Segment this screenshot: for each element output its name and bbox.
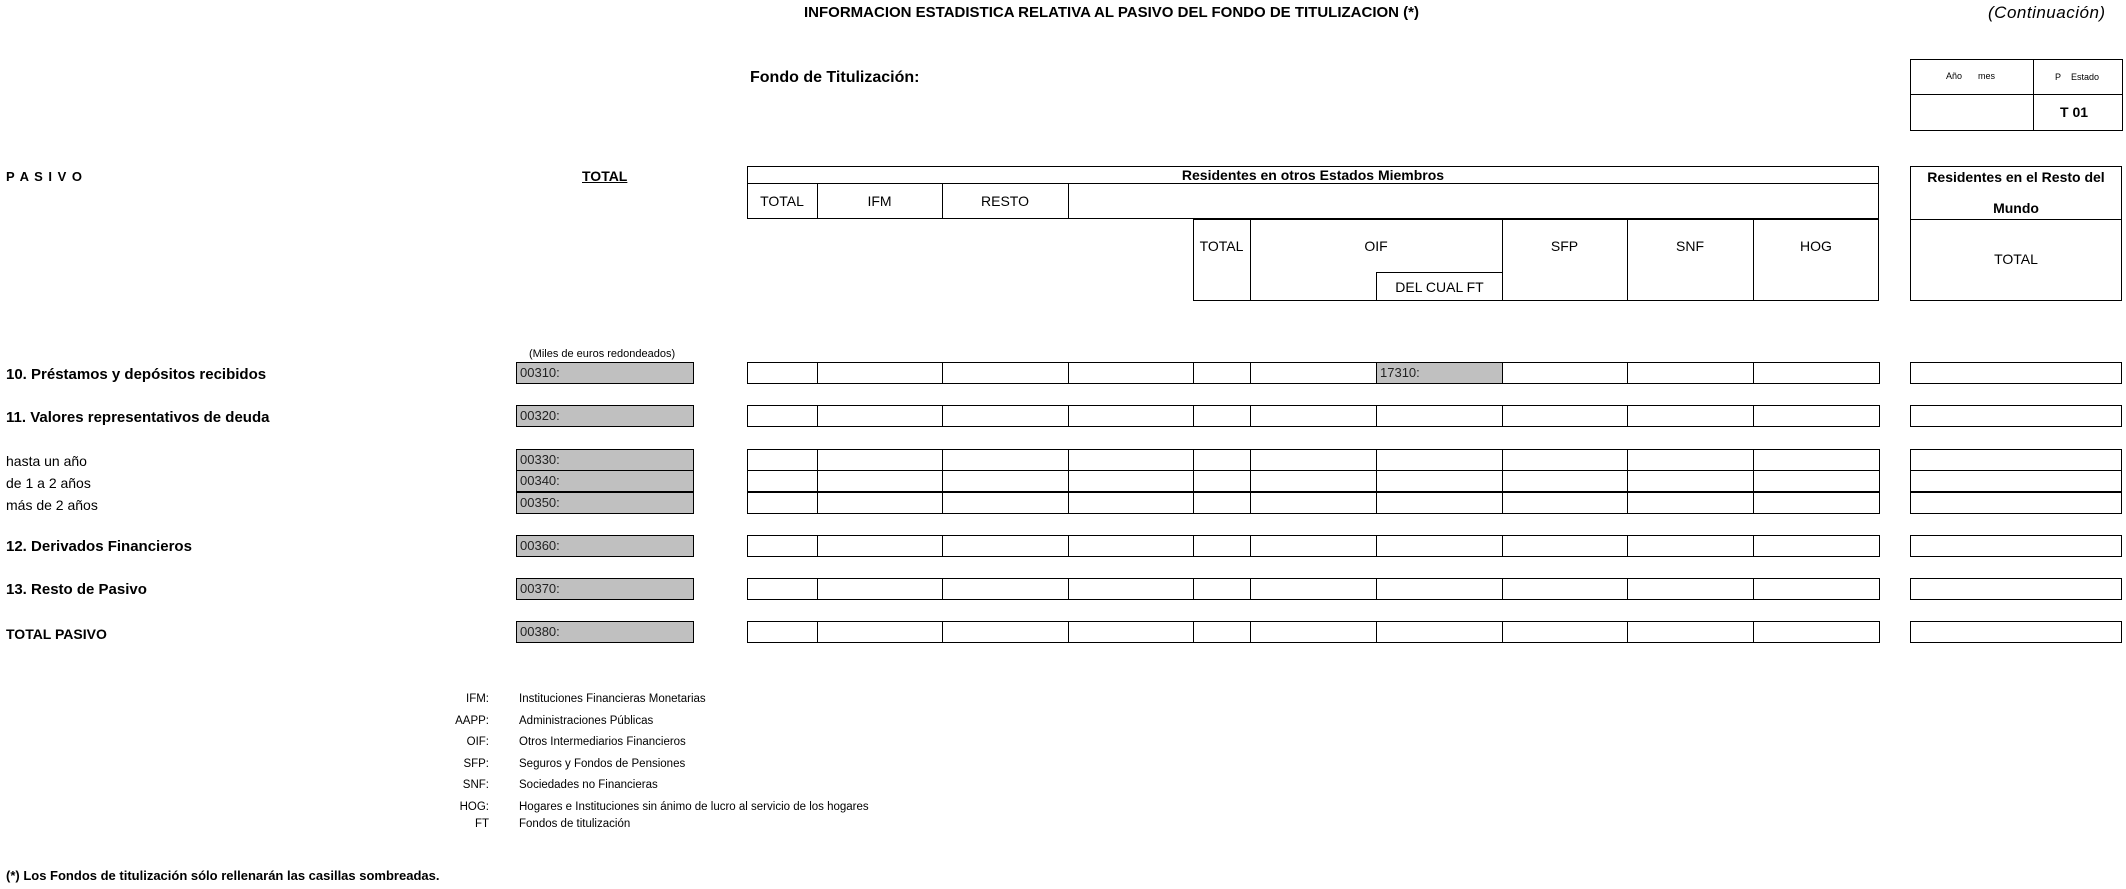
data-cell[interactable]	[1193, 449, 1251, 471]
world-total-cell[interactable]	[1910, 492, 2122, 514]
footnote: (*) Los Fondos de titulización sólo rellenarán las casillas sombreadas.	[6, 868, 440, 883]
resto-total-header: TOTAL	[1199, 238, 1244, 254]
year-label: Año	[1946, 71, 1963, 81]
legend-text: Fondos de titulización	[519, 818, 631, 830]
data-cell[interactable]	[942, 492, 1069, 514]
data-cell[interactable]	[1250, 449, 1377, 471]
data-cell[interactable]	[1193, 362, 1251, 384]
data-cell[interactable]	[747, 578, 818, 600]
data-cell[interactable]	[817, 578, 943, 600]
legend-code: AAPP:	[455, 715, 489, 727]
data-cell[interactable]	[1753, 535, 1880, 557]
legend-code: FT	[474, 818, 489, 830]
state-value: T 01	[2060, 104, 2089, 120]
field-00310[interactable]: 00310:	[516, 362, 694, 384]
data-cell[interactable]	[1250, 578, 1377, 600]
data-cell[interactable]	[942, 449, 1069, 471]
data-cell[interactable]	[942, 621, 1069, 643]
data-cell[interactable]	[817, 362, 943, 384]
data-cell[interactable]	[942, 535, 1069, 557]
field-00330[interactable]: 00330:	[516, 449, 694, 471]
row-label-13: 13. Resto de Pasivo	[6, 581, 147, 598]
continuation-label: (Continuación)	[1988, 3, 2106, 22]
legend-text: Hogares e Instituciones sin ánimo de lucro al servicio de los hogares	[519, 801, 869, 813]
world-residents-title-2: Mundo	[1993, 200, 2039, 216]
legend-code: SNF:	[462, 779, 489, 791]
data-cell[interactable]	[747, 621, 818, 643]
data-cell[interactable]	[1376, 621, 1503, 643]
data-cell[interactable]	[1193, 578, 1251, 600]
world-total-cell[interactable]	[1910, 449, 2122, 471]
data-cell[interactable]	[1250, 470, 1377, 492]
id-box	[1910, 59, 2123, 131]
section-label: P A S I V O	[6, 169, 83, 184]
snf-header: SNF	[1676, 238, 1704, 254]
row-label-de-1-a-2: de 1 a 2 años	[6, 475, 91, 491]
ifm-header: IFM	[867, 193, 892, 209]
row-label-mas-de-2: más de 2 años	[6, 497, 98, 513]
data-cell[interactable]	[1250, 492, 1377, 514]
data-cell[interactable]	[1068, 405, 1194, 427]
data-cell[interactable]	[1376, 535, 1503, 557]
data-cell[interactable]	[747, 470, 818, 492]
field-00370[interactable]: 00370:	[516, 578, 694, 600]
legend-code: SFP:	[463, 758, 489, 770]
world-total-cell[interactable]	[1910, 578, 2122, 600]
data-cell[interactable]	[1627, 578, 1754, 600]
data-cell[interactable]	[1502, 535, 1628, 557]
world-total-cell[interactable]	[1910, 535, 2122, 557]
row-label-hasta-un-ano: hasta un año	[6, 453, 87, 469]
data-cell[interactable]	[1753, 621, 1880, 643]
data-cell[interactable]	[942, 405, 1069, 427]
hog-header: HOG	[1800, 238, 1832, 254]
legend-text: Administraciones Públicas	[519, 715, 654, 727]
data-cell[interactable]	[942, 578, 1069, 600]
field-00360[interactable]: 00360:	[516, 535, 694, 557]
units-note: (Miles de euros redondeados)	[529, 348, 676, 360]
data-cell[interactable]	[747, 492, 818, 514]
data-cell[interactable]	[1627, 449, 1754, 471]
data-cell[interactable]	[1068, 449, 1194, 471]
resto-subheader	[1193, 219, 1879, 301]
month-label: mes	[1978, 71, 1996, 81]
data-cell[interactable]	[1502, 470, 1628, 492]
data-cell[interactable]	[1193, 405, 1251, 427]
page-title: INFORMACION ESTADISTICA RELATIVA AL PASIVO DEL FONDO DE TITULIZACION (*)	[804, 4, 1419, 21]
world-total-header: TOTAL	[1994, 251, 2038, 267]
data-cell[interactable]	[1502, 492, 1628, 514]
eu-residents-title: Residentes en otros Estados Miembros	[1181, 167, 1445, 183]
legend-code: IFM:	[466, 693, 489, 705]
data-cell[interactable]	[1376, 470, 1503, 492]
field-00350[interactable]: 00350:	[516, 492, 694, 514]
data-cell[interactable]	[1193, 492, 1251, 514]
field-00380[interactable]: 00380:	[516, 621, 694, 643]
eu-total-header: TOTAL	[760, 193, 804, 209]
data-cell[interactable]	[747, 535, 818, 557]
data-cell[interactable]	[1753, 578, 1880, 600]
legend-code: OIF:	[466, 736, 489, 748]
data-cell[interactable]	[1376, 449, 1503, 471]
data-cell[interactable]	[1502, 578, 1628, 600]
total-heading: TOTAL	[582, 168, 628, 184]
data-cell[interactable]	[817, 492, 943, 514]
world-total-cell[interactable]	[1910, 621, 2122, 643]
data-cell[interactable]	[942, 362, 1069, 384]
world-residents-title-1: Residentes en el Resto del	[1927, 169, 2105, 185]
legend-text: Instituciones Financieras Monetarias	[519, 693, 706, 705]
legend-text: Seguros y Fondos de Pensiones	[519, 758, 686, 770]
data-cell[interactable]	[1193, 621, 1251, 643]
data-cell[interactable]	[1068, 578, 1194, 600]
data-cell[interactable]	[1250, 621, 1377, 643]
fund-label: Fondo de Titulización:	[750, 69, 920, 86]
data-cell[interactable]	[1627, 535, 1754, 557]
data-cell[interactable]	[817, 470, 943, 492]
row-label-10: 10. Préstamos y depósitos recibidos	[6, 366, 267, 383]
data-cell[interactable]	[1250, 535, 1377, 557]
data-cell[interactable]	[1753, 470, 1880, 492]
resto-header: RESTO	[981, 193, 1029, 209]
data-cell[interactable]	[1068, 492, 1194, 514]
data-cell[interactable]	[1753, 362, 1880, 384]
world-residents-header	[1910, 166, 2122, 301]
data-cell[interactable]	[1250, 362, 1377, 384]
data-cell[interactable]	[1193, 535, 1251, 557]
world-total-cell[interactable]	[1910, 470, 2122, 492]
data-cell[interactable]	[747, 405, 818, 427]
data-cell[interactable]	[1627, 362, 1754, 384]
field-00320[interactable]: 00320:	[516, 405, 694, 427]
p-label: P	[2055, 72, 2062, 82]
field-17310[interactable]: 17310:	[1376, 362, 1503, 384]
row-label-total-pasivo: TOTAL PASIVO	[6, 626, 107, 642]
data-cell[interactable]	[1376, 492, 1503, 514]
data-cell[interactable]	[1376, 578, 1503, 600]
data-cell[interactable]	[817, 535, 943, 557]
data-cell[interactable]	[1753, 449, 1880, 471]
data-cell[interactable]	[1627, 492, 1754, 514]
data-cell[interactable]	[1250, 405, 1377, 427]
legend-text: Otros Intermediarios Financieros	[519, 736, 686, 748]
legend-code: HOG:	[459, 801, 489, 813]
data-cell[interactable]	[1068, 470, 1194, 492]
data-cell[interactable]	[1627, 621, 1754, 643]
data-cell[interactable]	[817, 405, 943, 427]
del-cual-ft-header: DEL CUAL FT	[1395, 279, 1484, 295]
sfp-header: SFP	[1550, 238, 1579, 254]
data-cell[interactable]	[942, 470, 1069, 492]
data-cell[interactable]	[1068, 535, 1194, 557]
oif-header: OIF	[1364, 238, 1388, 254]
data-cell[interactable]	[1068, 621, 1194, 643]
row-label-11: 11. Valores representativos de deuda	[6, 409, 270, 426]
legend-text: Sociedades no Financieras	[519, 779, 658, 791]
field-00340[interactable]: 00340:	[516, 470, 694, 492]
world-total-cell[interactable]	[1910, 362, 2122, 384]
data-cell[interactable]	[1753, 405, 1880, 427]
data-cell[interactable]	[1193, 470, 1251, 492]
data-cell[interactable]	[1068, 362, 1194, 384]
data-cell[interactable]	[1502, 621, 1628, 643]
data-cell[interactable]	[817, 449, 943, 471]
data-cell[interactable]	[1502, 405, 1628, 427]
data-cell[interactable]	[817, 621, 943, 643]
data-cell[interactable]	[1753, 492, 1880, 514]
data-cell[interactable]	[747, 449, 818, 471]
data-cell[interactable]	[1627, 405, 1754, 427]
state-label: Estado	[2071, 72, 2100, 82]
data-cell[interactable]	[1376, 405, 1503, 427]
data-cell[interactable]	[1502, 362, 1628, 384]
world-total-cell[interactable]	[1910, 405, 2122, 427]
data-cell[interactable]	[747, 362, 818, 384]
data-cell[interactable]	[1627, 470, 1754, 492]
row-label-12: 12. Derivados Financieros	[6, 538, 192, 555]
data-cell[interactable]	[1502, 449, 1628, 471]
